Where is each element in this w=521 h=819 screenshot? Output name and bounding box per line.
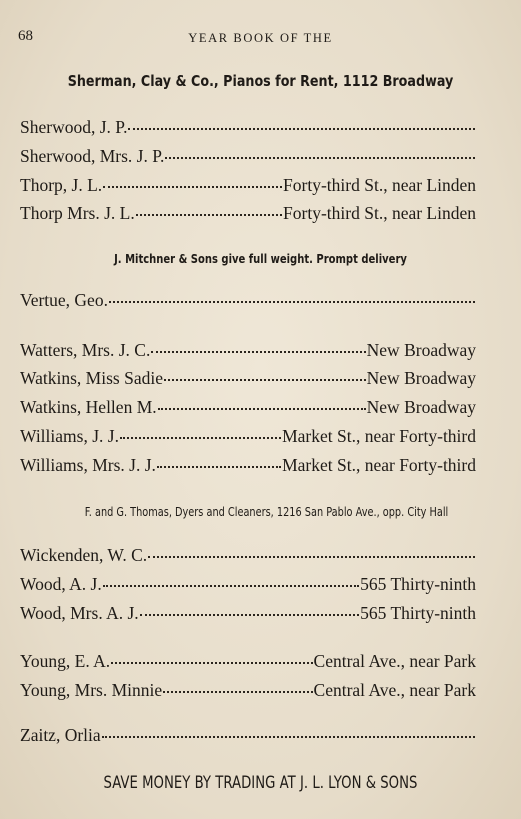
entry-address: 565 Thirty-ninth	[360, 603, 476, 623]
dot-leader	[158, 408, 366, 410]
dot-leader	[109, 301, 475, 303]
entry-name: Vertue, Geo.	[20, 290, 108, 310]
entry-name: Williams, J. J.	[20, 426, 119, 446]
directory-entry	[20, 680, 476, 704]
entry-name: Wood, A. J.	[20, 574, 102, 594]
page-number: 68	[18, 28, 33, 44]
entry-address: 565 Thirty-ninth	[360, 574, 476, 594]
directory-entry	[20, 574, 476, 598]
page-header	[0, 28, 521, 48]
entry-address: New Broadway	[366, 340, 476, 360]
directory-entry	[20, 426, 476, 450]
entry-name: Williams, Mrs. J. J.	[20, 455, 156, 475]
directory-entry	[20, 603, 476, 627]
entry-name: Sherwood, J. P.	[20, 117, 128, 137]
dot-leader	[140, 614, 359, 616]
directory-entry	[20, 545, 476, 569]
entry-name: Thorp, J. L.	[20, 175, 103, 195]
directory-entry	[20, 397, 476, 421]
entry-name: Watters, Mrs. J. C.	[20, 340, 151, 360]
advertisement-thomas-dyers: F. and G. Thomas, Dyers and Cleaners, 1216 San Pablo Ave., opp. City Hall	[84, 504, 449, 519]
dot-leader	[136, 214, 282, 216]
dot-leader	[120, 437, 281, 439]
advertisement-sherman-clay: Sherman, Clay & Co., Pianos for Rent, 1112 Broadway	[67, 72, 454, 90]
dot-leader	[103, 186, 282, 188]
entry-address: Forty-third St., near Linden	[283, 175, 476, 195]
directory-entry	[20, 725, 476, 749]
entry-name: Sherwood, Mrs. J. P.	[20, 146, 165, 166]
advertisement-mitchner: J. Mitchner & Sons give full weight. Prompt delivery	[114, 251, 407, 266]
directory-entry	[20, 368, 476, 392]
dot-leader	[102, 736, 475, 738]
entry-address: Market St., near Forty-third	[282, 426, 476, 446]
dot-leader	[103, 585, 359, 587]
running-title: YEAR BOOK OF THE	[188, 31, 333, 45]
dot-leader	[165, 157, 475, 159]
directory-entry	[20, 117, 476, 141]
entry-address: Central Ave., near Park	[313, 651, 476, 671]
entry-name: Young, E. A.	[20, 651, 111, 671]
directory-entry	[20, 455, 476, 479]
directory-entry	[20, 651, 476, 675]
entry-address: New Broadway	[366, 397, 476, 417]
dot-leader	[151, 351, 365, 353]
entry-address: Central Ave., near Park	[313, 680, 476, 700]
entry-address: Forty-third St., near Linden	[283, 203, 476, 223]
advertisement-lyon-sons: SAVE MONEY BY TRADING AT J. L. LYON & SONS	[103, 773, 418, 793]
entry-name: Watkins, Miss Sadie	[20, 368, 163, 388]
entry-address: New Broadway	[366, 368, 476, 388]
entry-name: Wood, Mrs. A. J.	[20, 603, 139, 623]
entry-name: Zaitz, Orlia	[20, 725, 101, 745]
entry-name: Thorp Mrs. J. L.	[20, 203, 135, 223]
dot-leader	[164, 379, 366, 381]
directory-entry	[20, 146, 476, 170]
entry-name: Young, Mrs. Minnie	[20, 680, 163, 700]
directory-entry	[20, 175, 476, 199]
dot-leader	[111, 662, 312, 664]
entry-name: Watkins, Hellen M.	[20, 397, 157, 417]
directory-entry	[20, 290, 476, 314]
entry-name: Wickenden, W. C.	[20, 545, 148, 565]
directory-entry	[20, 203, 476, 227]
directory-entry	[20, 340, 476, 364]
entry-address: Market St., near Forty-third	[282, 455, 476, 475]
dot-leader	[163, 691, 312, 693]
dot-leader	[128, 128, 475, 130]
dot-leader	[148, 556, 475, 558]
dot-leader	[157, 466, 281, 468]
